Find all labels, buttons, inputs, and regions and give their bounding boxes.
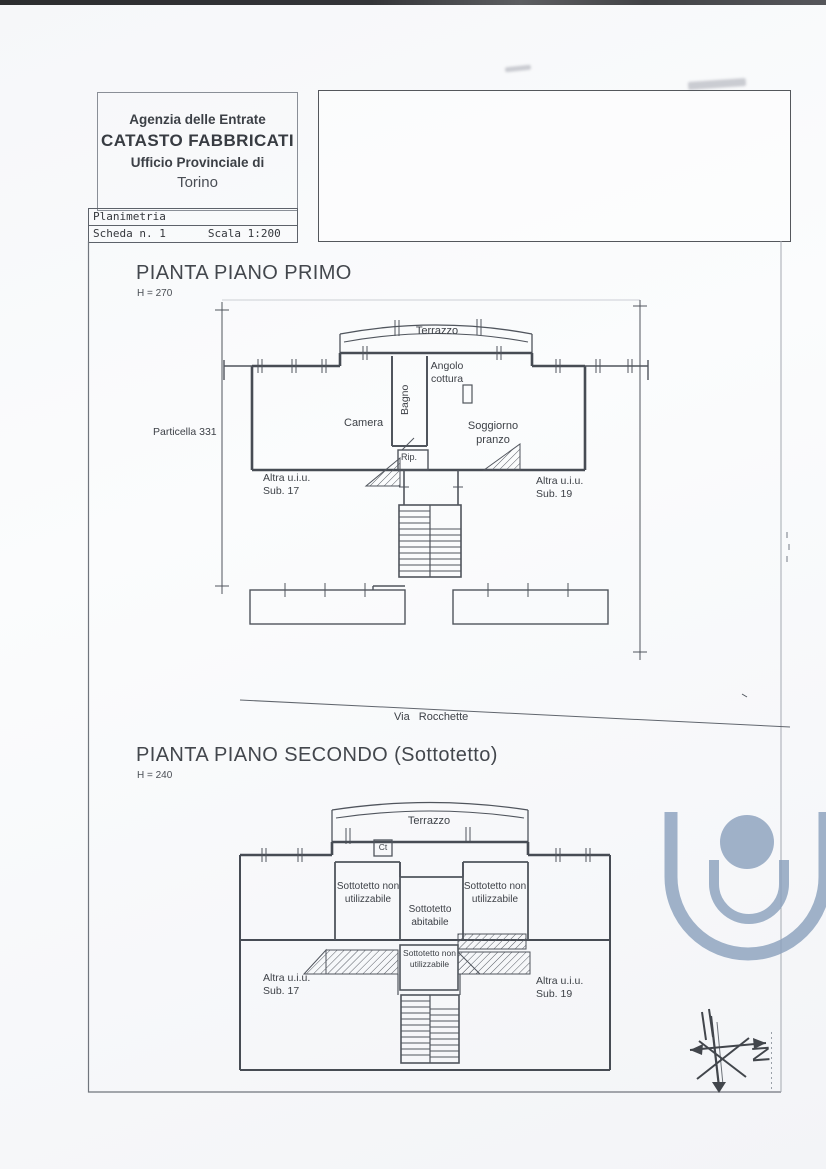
- room-label-angolo-cottura: Angolo cottura: [430, 360, 464, 386]
- right-unit-label-1: Altra u.i.u. Sub. 19: [536, 475, 584, 501]
- scale-label: Scala 1:200: [207, 227, 281, 240]
- plan-first-title: PIANTA PIANO PRIMO: [136, 262, 352, 284]
- room-label-ripostiglio: Rip.: [401, 452, 418, 462]
- street-label: Via Rocchette: [394, 711, 469, 723]
- plan-second-title: PIANTA PIANO SECONDO (Sottotetto): [136, 744, 498, 766]
- provincial-office-label: Ufficio Provinciale di: [130, 155, 265, 170]
- room-label-terrazzo-1: Terrazzo: [415, 325, 459, 337]
- agency-name: Agenzia delle Entrate: [129, 112, 266, 127]
- room-label-soggiorno-pranzo: Soggiorno pranzo: [467, 420, 519, 446]
- left-unit-label-2: Altra u.i.u. Sub. 17: [263, 972, 311, 998]
- left-unit-label-1: Altra u.i.u. Sub. 17: [263, 472, 311, 498]
- room-label-terrazzo-2: Terrazzo: [407, 815, 451, 827]
- watermark-logo: [671, 812, 825, 954]
- doc-type-label: Planimetria: [89, 209, 297, 226]
- north-compass-icon: [690, 1009, 774, 1093]
- city-name: Torino: [177, 174, 218, 191]
- parcel-label: Particella 331: [153, 426, 217, 438]
- room-label-attic-center: Sottotetto abitabile: [408, 904, 452, 928]
- plan-second-height: H = 240: [137, 770, 173, 781]
- registry-title: CATASTO FABBRICATI: [101, 131, 294, 150]
- plan-first-floor-drawing: [215, 300, 790, 727]
- north-letter: N: [746, 1044, 775, 1064]
- room-label-ct: Ct: [378, 842, 388, 852]
- room-label-attic-right: Sottotetto non utilizzabile: [463, 881, 527, 905]
- room-label-attic-left: Sottotetto non utilizzabile: [336, 881, 400, 905]
- right-unit-label-2: Altra u.i.u. Sub. 19: [536, 975, 584, 1001]
- room-label-camera: Camera: [344, 417, 384, 429]
- room-label-bagno: Bagno: [399, 384, 411, 416]
- plan-first-height: H = 270: [137, 288, 173, 299]
- room-label-attic-core: Sottotetto non utilizzabile: [403, 948, 456, 969]
- sheet-number: Scheda n. 1: [93, 227, 166, 240]
- plan-second-floor-drawing: [240, 803, 610, 1071]
